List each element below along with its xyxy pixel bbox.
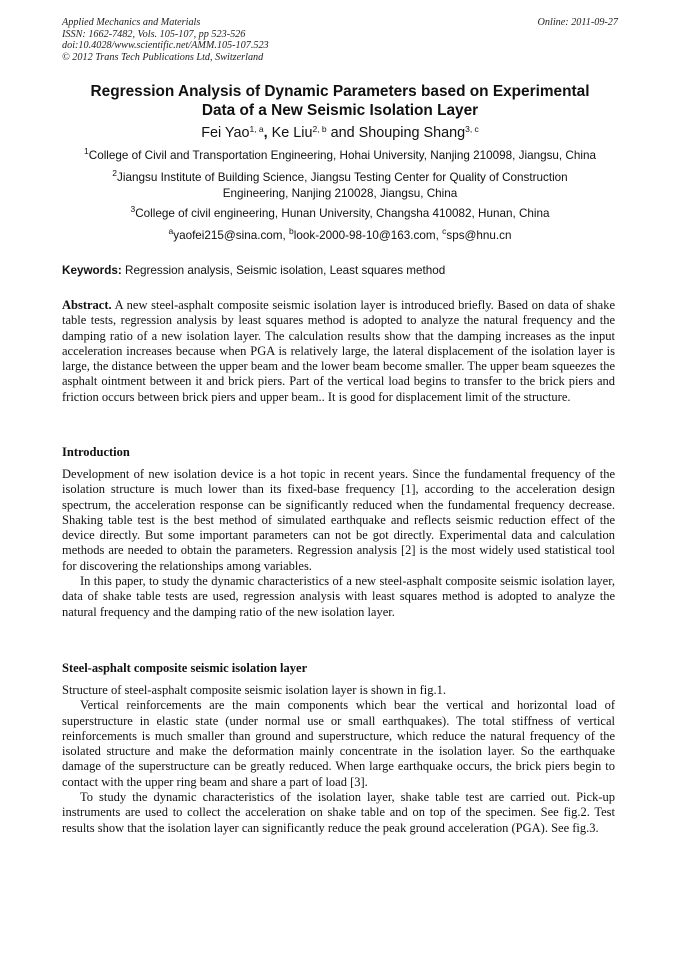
email-link[interactable]: sps@hnu.cn (446, 229, 512, 242)
paragraph: In this paper, to study the dynamic characteristics of a new steel-asphalt composite seismic isolation layer, data of shake table tests are used, regression analysis with least squares method is adopted to analyze the natural frequency and the damping ratio of the new isolation layer. (62, 574, 615, 619)
paper-title (62, 83, 618, 120)
affiliation-sup: 1 (84, 146, 89, 156)
email-link[interactable]: yaofei215@sina.com (173, 229, 283, 242)
journal-doi: doi:10.4028/www.scientific.net/AMM.105-107.523 (62, 40, 269, 51)
affiliation-sup: 2 (112, 168, 118, 178)
journal-info (62, 17, 618, 63)
section-heading-isolation-layer: Steel-asphalt composite seismic isolation layer (62, 661, 308, 675)
author-list (62, 124, 618, 142)
author-name: Shouping Shang (358, 125, 466, 141)
affiliation-text: Engineering, Nanjing 210028, Jiangsu, China (222, 186, 458, 200)
journal-issn: ISSN: 1662-7482, Vols. 105-107, pp 523-526 (62, 28, 246, 40)
email-sup: b (289, 226, 294, 236)
email-sup: c (442, 226, 447, 236)
email-sup: a (168, 226, 174, 236)
affiliation-1 (62, 148, 618, 164)
section-heading-introduction: Introduction (62, 445, 130, 459)
paragraph: Structure of steel-asphalt composite seismic isolation layer is shown in fig.1. (62, 683, 446, 697)
email-separator: , (435, 229, 443, 242)
paragraph: To study the dynamic characteristics of the isolation layer, shake table test are carried out. Pick-up instruments are used to collect the acceleration on shake table and on top of the specimen. See fig.2. Test results show that the isolation layer can significantly reduce the peak ground acceleration (PGA). See fig.3. (62, 790, 615, 835)
keywords-text: Regression analysis, Seismic isolation, Least squares method (125, 264, 446, 277)
author-sup: 2, b (312, 124, 327, 134)
journal-copyright: © 2012 Trans Tech Publications Ltd, Switzerland (62, 51, 264, 63)
paragraph: Development of new isolation device is a hot topic in recent years. Since the fundamental frequency of the isolation structure is much lower than its fixed-base frequency [1], according to the acceleration design spectrum, the acceleration response can be significantly reduced when the fundamental frequency decrease. Shaking table test is the best method of simulated earthquake and reflects seismic reduction effect of the device directly. But some important parameters can not be got directly. Experimental data and calculation methods are needed to obtain the parameters. Regression analysis [2] is the most widely used statistical tool for discovering the relationships among variables. (62, 467, 615, 573)
affiliation-text: Jiangsu Institute of Building Science, Jiangsu Testing Center for Quality of Construction (117, 171, 568, 184)
author-separator: , (263, 125, 272, 141)
keywords-label: Keywords: (62, 264, 122, 277)
author-name: Fei Yao (201, 125, 250, 141)
affiliation-text: College of civil engineering, Hunan University, Changsha 410082, Hunan, China (135, 207, 550, 220)
affiliation-sup: 3 (130, 204, 136, 214)
introduction-body (62, 467, 615, 620)
affiliation-text: College of Civil and Transportation Engineering, Hohai University, Nanjing 210098, Jiangsu, China (88, 149, 596, 162)
affiliation-2 (62, 170, 618, 201)
author-sup: 3, c (465, 124, 479, 134)
affiliation-3 (62, 206, 618, 222)
abstract-text: A new steel-asphalt composite seismic isolation layer is introduced briefly. Based on data of shake table tests, regression analysis by least squares method is adopted to analyze the natural frequency and the damping ratio of a new isolation layer. The calculation results show that the damping increases as the input acceleration increases because when PGA is relatively large, the lateral displacement of the isolation layer is large, the distance between the upper beam and the lower beam become smaller. The upper beam squeezes the asphalt ointment between it and brick piers. Part of the vertical load begins to transfer to the brick piers and friction occurs between brick piers and upper beam.. It is good for displacement limit of the structure. (62, 298, 615, 404)
author-emails (62, 228, 618, 244)
keywords (62, 263, 618, 278)
journal-name: Applied Mechanics and Materials (62, 17, 201, 28)
abstract-label: Abstract. (62, 298, 112, 312)
author-name: Ke Liu (271, 125, 313, 141)
title-line-2: Data of a New Seismic Isolation Layer (201, 101, 479, 119)
title-line-1: Regression Analysis of Dynamic Parameters based on Experimental (90, 83, 590, 100)
online-date: Online: 2011-09-27 (537, 17, 618, 28)
abstract (62, 298, 615, 405)
email-link[interactable]: look-2000-98-10@163.com (293, 229, 436, 242)
author-sup: 1, a (249, 124, 264, 134)
email-separator: , (282, 229, 290, 242)
section-isolation-layer-body (62, 683, 615, 836)
paragraph: Vertical reinforcements are the main components which bear the vertical and horizontal load of superstructure in elastic state (under normal use or small earthquakes). The total stiffness of vertical reinforcements is much smaller than ground and superstructure, which reduce the natural frequency of the isolated structure and make the deformation mainly concentrate in the isolation layer. So the earthquake damage of the superstructure can be greatly reduced. When large earthquake occurs, the brick piers begin to contact with the upper ring beam and share a part of load [3]. (62, 698, 615, 789)
author-separator: and (326, 125, 359, 141)
